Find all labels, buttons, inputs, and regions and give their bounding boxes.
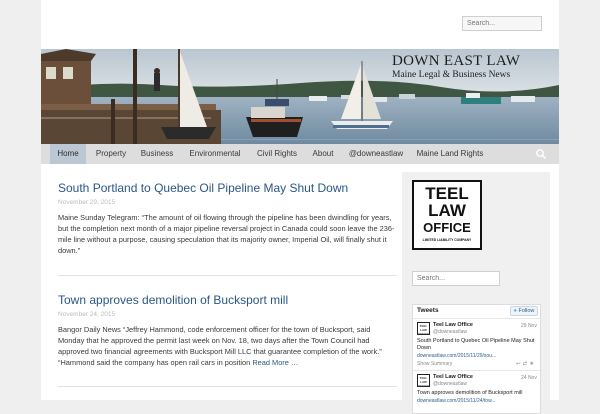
tweet-author-handle[interactable]: @downeastlaw: [433, 329, 467, 335]
tweet-author-name[interactable]: Teel Law Office: [433, 374, 473, 380]
header-search-input[interactable]: [462, 16, 542, 31]
post-title-link[interactable]: South Portland to Quebec Oil Pipeline May Shut Down: [58, 181, 349, 195]
show-summary-link[interactable]: Show Summary: [417, 361, 453, 367]
read-more-link[interactable]: Read More …: [252, 358, 299, 367]
sidebar: [402, 172, 550, 404]
tweets-divider: [413, 318, 542, 319]
nav-item-property[interactable]: Property: [95, 149, 127, 158]
page-container: [41, 0, 559, 404]
logo-line-llc: LIMITED LIABILITY COMPANY: [422, 238, 472, 242]
site-subtitle: Maine Legal & Business News: [392, 70, 511, 80]
teel-law-office-logo[interactable]: [412, 180, 482, 250]
tweets-header: Tweets: [417, 307, 439, 314]
reply-icon[interactable]: ↩: [516, 361, 523, 367]
tweet-avatar[interactable]: TEEL LAW OFFICE: [418, 324, 429, 336]
post-divider: [58, 275, 397, 276]
tweet-date[interactable]: 24 Nov: [521, 375, 537, 381]
nav-item-maine-land-rights[interactable]: Maine Land Rights: [416, 149, 484, 158]
retweet-icon[interactable]: ⇄: [522, 361, 530, 367]
tweet-link[interactable]: downeastlaw.com/2015/11/24/tow...: [417, 398, 496, 404]
post-excerpt: Maine Sunday Telegram: “The amount of oil flowing through the pipeline has been dwindling for years, but the completion next month of a major pipeline reversal project in Canada could soon leave the 236-mile line without a purpose, causing speculation that its majority owner, Imperial Oil, will finally shut it down.”: [58, 213, 395, 255]
tweet-avatar[interactable]: TEEL LAW OFFICE: [418, 376, 429, 388]
tweet-author-handle[interactable]: @downeastlaw: [433, 381, 467, 387]
tweet-author-name[interactable]: Teel Law Office: [433, 322, 473, 328]
follow-label: Follow: [518, 308, 535, 314]
logo-line-law: LAW: [428, 201, 466, 220]
tweet-actions: [516, 361, 536, 367]
tweet-text: Town approves demolition of Bucksport mill: [417, 390, 523, 396]
favorite-icon[interactable]: ★: [529, 361, 537, 367]
nav-item-downeastlaw[interactable]: @downeastlaw: [348, 149, 404, 158]
nav-item-home[interactable]: Home: [50, 144, 86, 164]
post-excerpt: [58, 324, 397, 368]
search-icon[interactable]: [535, 148, 547, 160]
nav-item-business[interactable]: Business: [140, 149, 174, 158]
follow-button[interactable]: [510, 306, 538, 316]
tweet-link[interactable]: downeastlaw.com/2015/11/29/sou...: [417, 353, 497, 359]
post-divider: [58, 386, 397, 387]
tweet-text: South Portland to Quebec Oil Pipeline May Shut Down: [417, 338, 535, 351]
nav-item-about[interactable]: About: [312, 149, 334, 158]
post-excerpt-text: Bangor Daily News “Jeffrey Hammond, code enforcement officer for the town of Bucksport, said Monday that he approved the permit last week on Nov. 18, two days after the Town Council had approved two financial agreements with Bucksport Mill LLC that guarantee completion of the work.” “Hammond said the company has open rail cars in position: [58, 325, 382, 367]
logo-line-teel: TEEL: [425, 184, 469, 203]
post-date[interactable]: November 24, 2015: [58, 311, 116, 318]
nav-item-environmental[interactable]: Environmental: [189, 149, 241, 158]
main-navigation: [41, 144, 559, 164]
logo-line-office: OFFICE: [423, 220, 471, 235]
tweets-divider: [413, 370, 542, 371]
twitter-timeline-widget: [412, 304, 541, 414]
twitter-bird-icon: ●: [513, 308, 517, 314]
site-title[interactable]: DOWN EAST LAW: [392, 53, 521, 69]
sidebar-search-input[interactable]: [412, 271, 500, 286]
tweet-date[interactable]: 29 Nov: [521, 323, 537, 329]
nav-item-civil-rights[interactable]: Civil Rights: [256, 149, 297, 158]
post-date[interactable]: November 29, 2015: [58, 199, 116, 206]
post-title-link[interactable]: Town approves demolition of Bucksport mill: [58, 293, 289, 307]
